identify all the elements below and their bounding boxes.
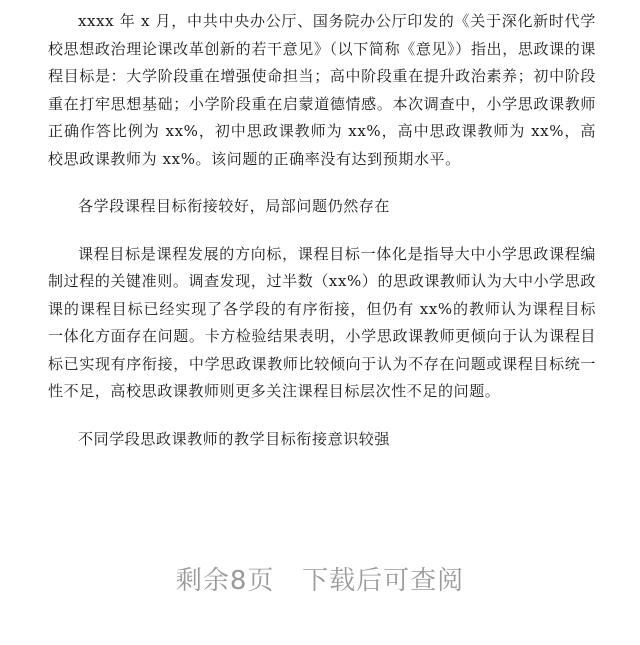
paragraph-goal-integration: 课程目标是课程发展的方向标，课程目标一体化是指导大中小学思政课程编制过程的关键准则。调查发现，过半数（xx%）的思政课教师认为大中小学思政课的课程目标已经实现了各学段的有序衔接，但仍有 xx%的教师认为课程目标一体化方面存在问题。卡方检验结果表明，小学思政课教师更倾向于认为课程目标已实现有序衔接，中学思政课教师比较倾向于认为不存在问题或课程目标统一性不足，高校思政课教师则更多关注课程目标层次性不足的问题。 <box>48 244 596 400</box>
remaining-pages-download-link[interactable]: 剩余8页 下载后可查阅 <box>175 566 465 596</box>
spacer <box>48 173 596 193</box>
section-heading-teaching-goals: 不同学段思政课教师的教学目标衔接意识较强 <box>78 429 391 448</box>
paragraph-goals-intro: xxxx 年 x 月，中共中央办公厅、国务院办公厅印发的《关于深化新时代学校思想政治理论课改革创新的若干意见》（以下简称《意见》）指出，思政课的课程目标是：大学阶段重在增强使命担当；高中阶段重在提升政治素养；初中阶段重在打牢思想基础；小学阶段重在启蒙道德情感。本次调查中，小学思政课教师正确作答比例为 xx%，初中思政课教师为 xx%，高中思政课教师为 xx%，高校思政课教师为 xx%。该问题的正确率没有达到预期水平。 <box>48 12 596 168</box>
spacer <box>48 221 596 241</box>
document-body <box>48 8 596 453</box>
spacer <box>48 406 596 426</box>
section-heading-curriculum-goals: 各学段课程目标衔接较好，局部问题仍然存在 <box>78 197 391 215</box>
